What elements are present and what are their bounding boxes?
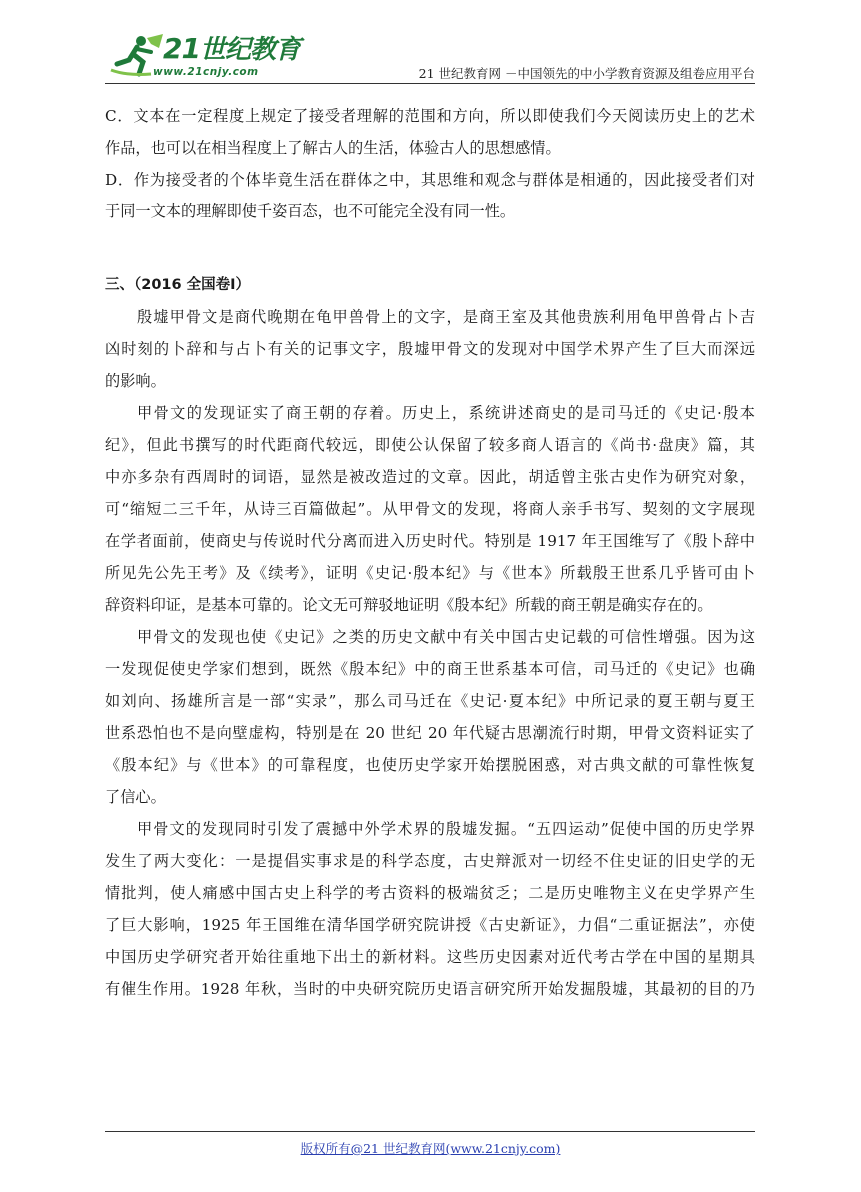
paragraph-line: 一发现促使史学家们想到，既然《殷本纪》中的商王世系基本可信，司马迁的《史记》也确 (105, 660, 755, 678)
logo-number: 21 (163, 32, 200, 65)
paragraph-line: 的影响。 (105, 372, 166, 390)
paragraph-line: 了信心。 (105, 788, 166, 806)
paragraph-line: 情批判，使人痛感中国古史上科学的考古资料的极端贫乏；二是历史唯物主义在史学界产生 (105, 884, 755, 902)
option-d-line-1: D．作为接受者的个体毕竟生活在群体之中，其思维和观念与群体是相通的，因此接受者们对 (105, 171, 755, 189)
option-c-line-2: 作品，也可以在相当程度上了解古人的生活，体验古人的思想感情。 (105, 139, 561, 157)
header-tagline: 21 世纪教育网 －中国领先的中小学教育资源及组卷应用平台 (418, 66, 755, 81)
paragraph-line: 如刘向、扬雄所言是一部“实录”，那么司马迁在《史记·夏本纪》中所记录的夏王朝与夏王 (105, 692, 755, 710)
paragraph-line: 在学者面前，使商史与传说时代分离而进入历史时代。特别是 1917 年王国维写了《殷卜辞中 (105, 532, 755, 550)
paragraph-line: 《殷本纪》与《世本》的可靠程度，也使历史学家开始摆脱困惑，对古典文献的可靠性恢复 (105, 756, 755, 774)
paragraph-line: 可“缩短二三千年，从诗三百篇做起”。从甲骨文的发现，将商人亲手书写、契刻的文字展现 (105, 500, 755, 518)
logo-text: 世纪教育 (199, 35, 300, 65)
paragraph-line: 所见先公先王考》及《续考》，证明《史记·殷本纪》与《世本》所载殷王世系几乎皆可由卜 (105, 564, 755, 582)
paragraph-line: 有催生作用。1928 年秋，当时的中央研究院历史语言研究所开始发掘殷墟，其最初的目的乃 (105, 980, 755, 998)
option-c-line-1: C．文本在一定程度上规定了接受者理解的范围和方向，所以即使我们今天阅读历史上的艺术 (105, 107, 755, 125)
paragraph-line: 辞资料印证，是基本可靠的。论文无可辩驳地证明《殷本纪》所载的商王朝是确实存在的。 (105, 596, 713, 614)
section-title: 三、（2016 全国卷Ⅰ） (105, 277, 251, 293)
paragraph-line: 殷墟甲骨文是商代晚期在龟甲兽骨上的文字，是商王室及其他贵族利用龟甲兽骨占卜吉 (137, 308, 755, 326)
paragraph-line: 了巨大影响，1925 年王国维在清华国学研究院讲授《古史新证》，力倡“二重证据法”，亦使 (105, 916, 755, 934)
paragraph-line: 世系恐怕也不是向壁虚构，特别是在 20 世纪 20 年代疑古思潮流行时期，甲骨文资料证实了 (105, 724, 755, 742)
page-header (105, 28, 755, 84)
paragraph-line: 凶时刻的卜辞和与占卜有关的记事文字，殷墟甲骨文的发现对中国学术界产生了巨大而深远 (105, 340, 755, 358)
paragraph-line: 发生了两大变化：一是提倡实事求是的科学态度，古史辩派对一切经不住史证的旧史学的无 (105, 852, 755, 870)
logo-url: www.21cnjy.com (153, 66, 259, 78)
paragraph-line: 中亦多杂有西周时的词语，显然是被改造过的文章。因此，胡适曾主张古史作为研究对象， (105, 468, 755, 486)
paragraph-line: 甲骨文的发现同时引发了震撼中外学术界的殷墟发掘。“五四运动”促使中国的历史学界 (137, 820, 755, 838)
paragraph-line: 甲骨文的发现也使《史记》之类的历史文献中有关中国古史记载的可信性增强。因为这 (137, 628, 755, 646)
footer-copyright-link[interactable]: 版权所有@21 世纪教育网(www.21cnjy.com) (300, 1141, 561, 1156)
option-d-line-2: 于同一文本的理解即使千姿百态，也不可能完全没有同一性。 (105, 202, 516, 220)
footer-divider (105, 1131, 755, 1132)
header-divider (105, 83, 755, 84)
logo-wordmark (163, 32, 300, 67)
paragraph-line: 纪》，但此书撰写的时代距商代较远，即使公认保留了较多商人语言的《尚书·盘庚》篇，其 (105, 436, 755, 454)
paragraph-line: 甲骨文的发现证实了商王朝的存着。历史上，系统讲述商史的是司马迁的《史记·殷本 (137, 404, 755, 422)
site-logo[interactable] (105, 28, 300, 84)
paragraph-line: 中国历史学研究者开始往重地下出土的新材料。这些历史因素对近代考古学在中国的星期具 (105, 948, 755, 966)
